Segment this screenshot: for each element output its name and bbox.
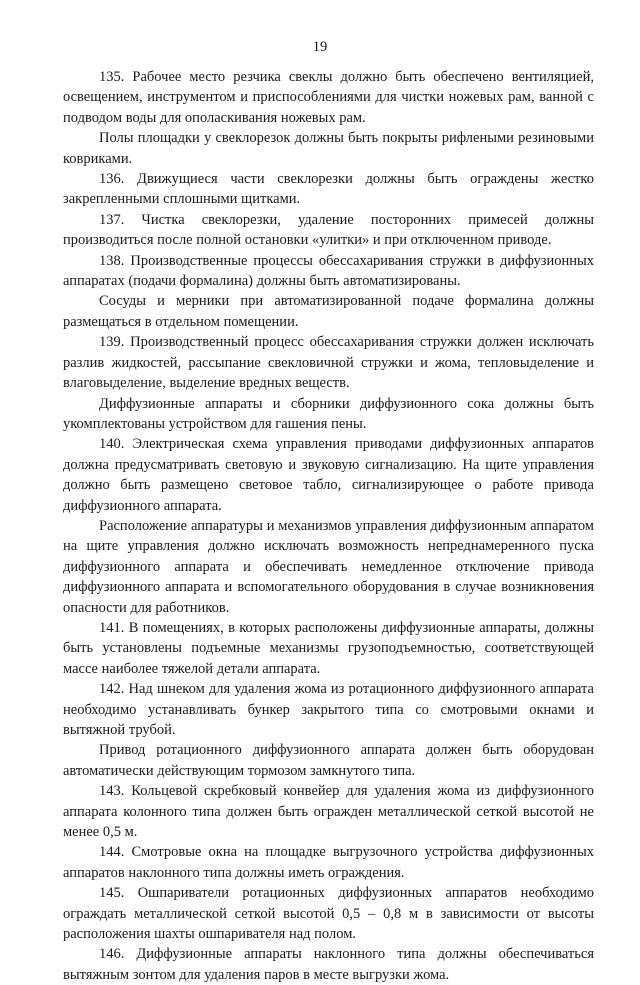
paragraph-142: 142. Над шнеком для удаления жома из ротационного диффузионного аппарата необходимо устанавливать бункер закрытого типа со смотровыми окнами и вытяжной трубой. xyxy=(63,681,594,738)
document-body xyxy=(63,67,594,985)
paragraph-146: 146. Диффузионные аппараты наклонного типа должны обеспечиваться вытяжным зонтом для удаления паров в месте выгрузки жома. xyxy=(63,946,594,983)
paragraph-formalin-vessels: Сосуды и мерники при автоматизированной подаче формалина должны размещаться в отдельном помещении. xyxy=(63,293,594,330)
paragraph-137: 137. Чистка свеклорезки, удаление посторонних примесей должны производиться после полной остановки «улитки» и при отключенном приводе. xyxy=(63,211,594,249)
paragraph-139: 139. Производственный процесс обессахаривания стружки должен исключать разлив жидкостей, рассыпание свекловичной стружки и жома, тепловыделение и влаговыделение, выделение вредных веществ. xyxy=(63,334,594,392)
paragraph-143: 143. Кольцевой скребковый конвейер для удаления жома из диффузионного аппарата колонного типа должен быть огражден металлической сеткой высотой не менее 0,5 м. xyxy=(63,783,594,841)
paragraph-136: 136. Движущиеся части свеклорезки должны быть ограждены жестко закрепленными сплошными щитками. xyxy=(63,171,594,208)
paragraph-138: 138. Производственные процессы обессахаривания стружки в диффузионных аппаратах (подачи формалина) должны быть автоматизированы. xyxy=(63,252,594,290)
paragraph-145: 145. Ошпариватели ротационных диффузионных аппаратов необходимо ограждать металлической сеткой высотой 0,5 – 0,8 м в зависимости от высоты расположения шахты ошпаривателя над полом. xyxy=(63,885,594,943)
page-number: 19 xyxy=(312,39,328,55)
paragraph-floor-mats: Полы площадки у свеклорезок должны быть покрыты рифлеными резиновыми ковриками. xyxy=(63,130,594,167)
paragraph-141: 141. В помещениях, в которых расположены диффузионные аппараты, должны быть установлены подъемные механизмы грузоподъемностью, соответствующей массе наиболее тяжелой детали аппарата. xyxy=(63,619,594,677)
paragraph-drive-brake: Привод ротационного диффузионного аппарата должен быть оборудован автоматически действующим тормозом замкнутого типа. xyxy=(63,742,594,779)
paragraph-135: 135. Рабочее место резчика свеклы должно быть обеспечено вентиляцией, освещением, инструментом и приспособлениями для чистки ножевых рам, ванной с подводом воды для ополаскивания ножевых рам. xyxy=(63,69,594,126)
paragraph-140: 140. Электрическая схема управления приводами диффузионных аппаратов должна предусматривать световую и звуковую сигнализацию. На щите управления должно быть размещено световое табло, сигнализирующее о работе привода диффузионного аппарата. xyxy=(63,436,594,514)
paragraph-control-layout: Расположение аппаратуры и механизмов управления диффузионным аппаратом на щите управления должно исключать возможность непреднамеренного пуска диффузионного аппарата и обеспечивать немедленное отключение привода диффузионного аппарата и вспомогательного оборудования в случае возникновения опасности для работников. xyxy=(63,517,594,616)
paragraph-foam-suppression: Диффузионные аппараты и сборники диффузионного сока должны быть укомплектованы устройством для гашения пены. xyxy=(63,395,594,432)
paragraph-144: 144. Смотровые окна на площадке выгрузочного устройства диффузионных аппаратов наклонного типа должны иметь ограждения. xyxy=(63,844,594,881)
